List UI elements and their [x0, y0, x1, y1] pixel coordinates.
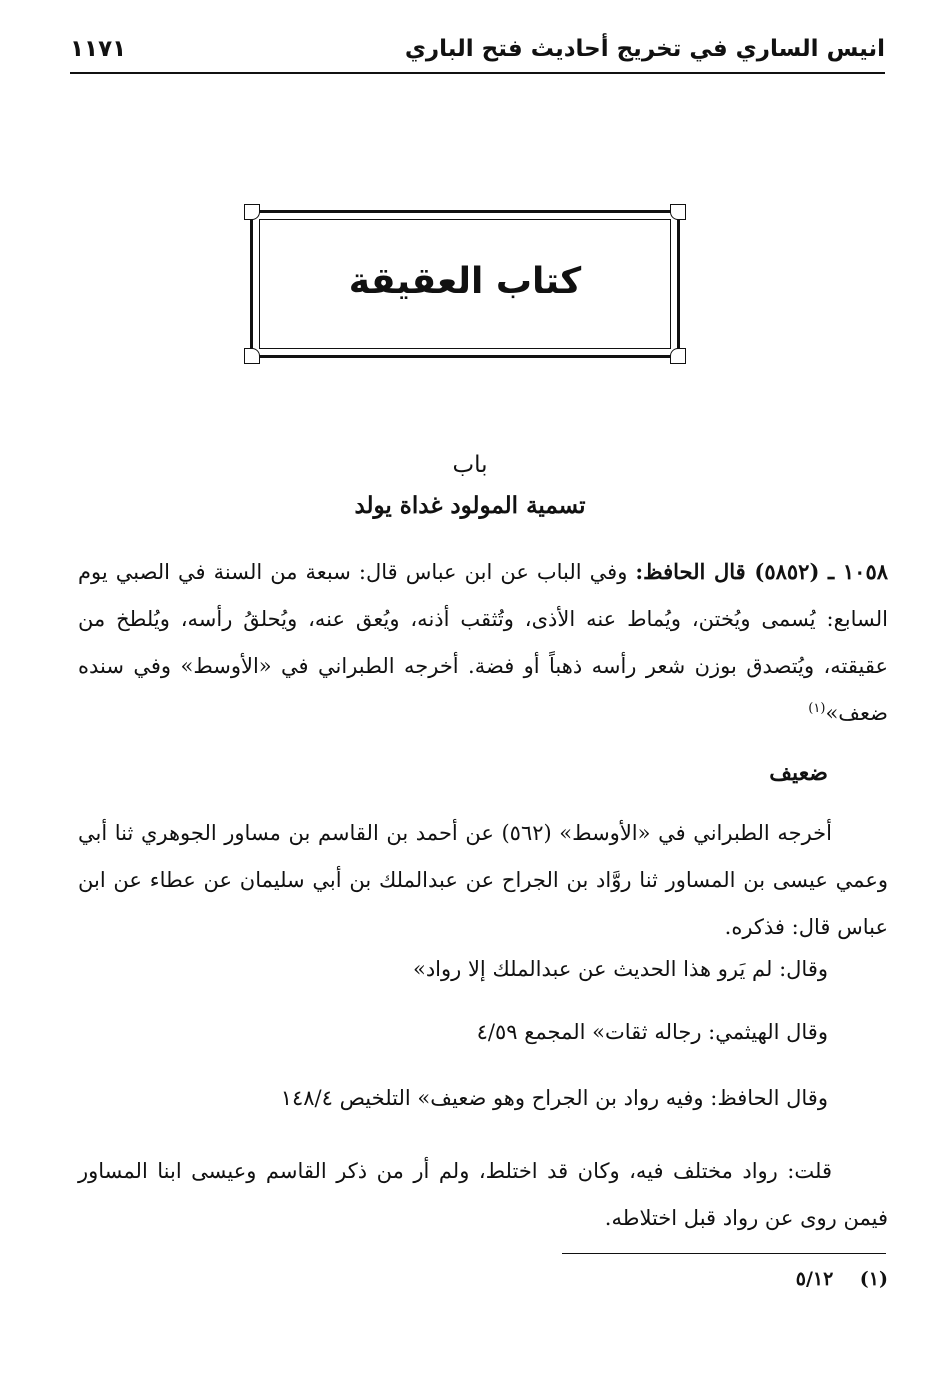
conclusion-text: قلت: رواد مختلف فيه، وكان قد اختلط، ولم أر من ذكر القاسم وعيسى ابنا المساور فيمن روى عن رواد قبل اختلاطه.: [78, 1159, 888, 1230]
footnote-mark: (١): [859, 1268, 888, 1290]
frame-corner-ornament: [244, 204, 260, 220]
hadith-paragraph: [78, 548, 888, 737]
book-title-frame: [250, 210, 680, 358]
takhrij-paragraph: [78, 810, 888, 951]
running-title: انيس الساري في تخريج أحاديث فتح الباري: [404, 36, 885, 62]
page-number: ١١٧١: [70, 36, 127, 62]
quote-tabarani: وقال: لم يَرو هذا الحديث عن عبدالملك إلا رواد»: [412, 957, 828, 981]
hadith-text: وفي الباب عن ابن عباس قال: سبعة من السنة في الصبي يوم السابع: يُسمى ويُختن، ويُماط عنه الأذى، وتُثقب أذنه، ويُعق عنه، ويُحلقُ رأسه، ويُلطخ من عقيقته، ويُتصدق بوزن شعر رأسه ذهباً أو فضة. أخرجه الطبراني في «الأوسط» وفي سنده ضعف»: [78, 560, 888, 725]
quote-hafiz: وقال الحافظ: وفيه رواد بن الجراح وهو ضعيف» التلخيص ١٤٨/٤: [280, 1086, 828, 1110]
conclusion-paragraph: [78, 1148, 888, 1242]
frame-corner-ornament: [244, 348, 260, 364]
footnote-divider: [562, 1253, 886, 1254]
takhrij-text: أخرجه الطبراني في «الأوسط» (٥٦٢) عن أحمد بن القاسم بن مساور الجوهري ثنا أبي وعمي عيسى بن المساور ثنا روَّاد بن الجراح عن عبدالملك بن أبي سليمان عن عطاء عن ابن عباس قال: فذكره.: [78, 821, 888, 939]
page-header: [70, 28, 885, 74]
footnote: [796, 1268, 888, 1290]
book-title: كتاب العقيقة: [348, 261, 582, 302]
frame-corner-ornament: [670, 204, 686, 220]
chapter-label: باب: [452, 452, 488, 478]
hadith-number: ١٠٥٨ ـ (٥٨٥٢) قال الحافظ:: [635, 559, 889, 584]
quote-haythami: وقال الهيثمي: رجاله ثقات» المجمع ٤/٥٩: [476, 1020, 828, 1044]
hadith-grade: ضعيف: [769, 760, 828, 786]
chapter-subtitle: تسمية المولود غداة يولد: [354, 492, 586, 519]
footnote-reference[interactable]: (١): [808, 701, 826, 716]
footnote-text: ٥/١٢: [795, 1268, 834, 1290]
frame-corner-ornament: [670, 348, 686, 364]
